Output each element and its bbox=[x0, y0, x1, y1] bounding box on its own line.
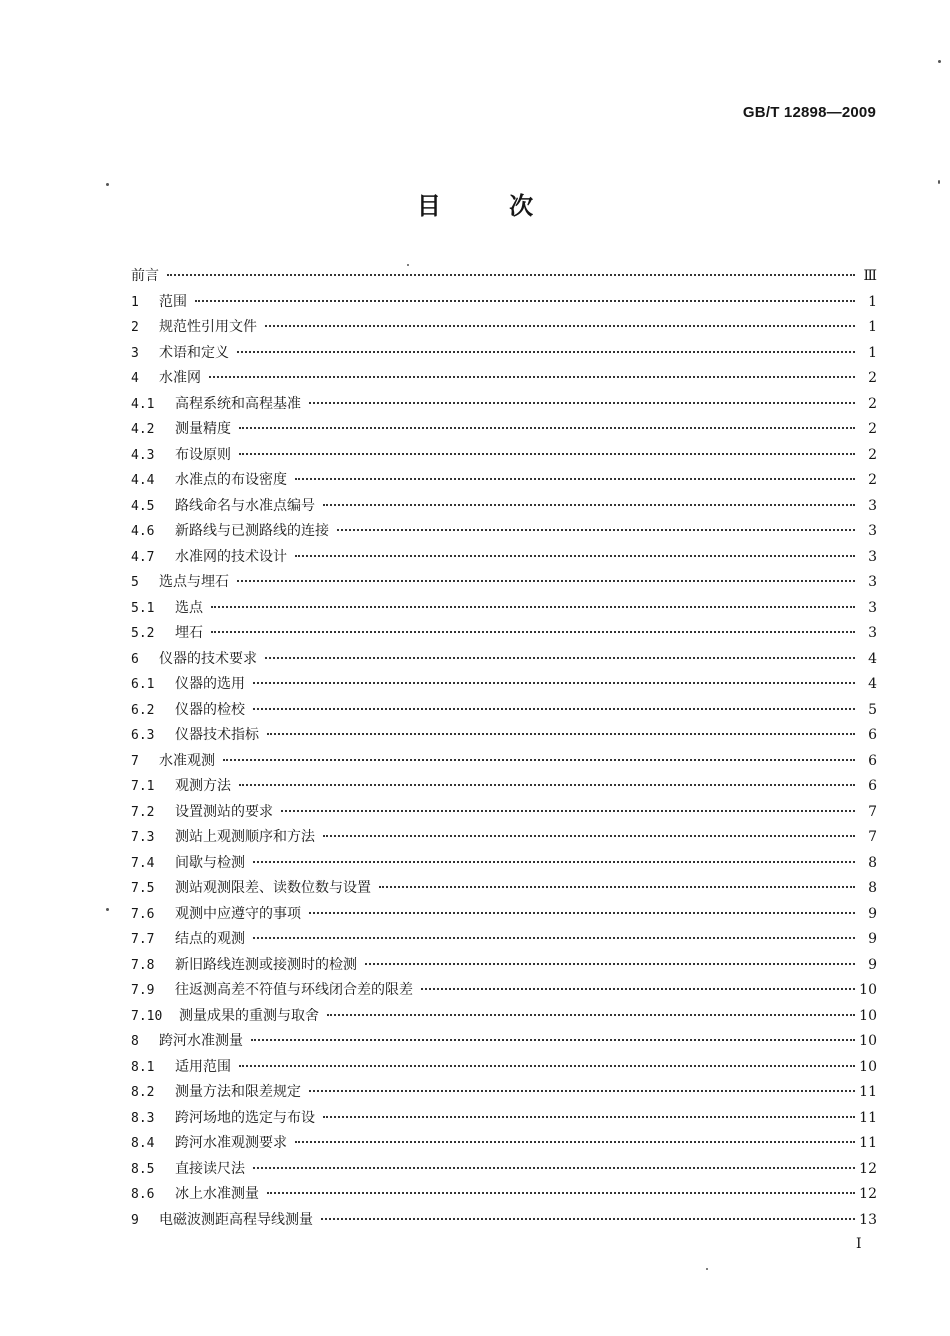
toc-entry bbox=[131, 494, 877, 520]
toc-entry-page: 2 bbox=[868, 421, 877, 437]
toc-entry-number: 7.2 bbox=[131, 804, 155, 820]
toc-entry bbox=[131, 417, 877, 443]
toc-entry-label: 仪器的技术要求 bbox=[159, 650, 257, 667]
dot-leader bbox=[379, 886, 855, 888]
toc-entry-number: 7.6 bbox=[131, 906, 155, 922]
toc-entry-label: 路线命名与水准点编号 bbox=[175, 497, 315, 514]
toc-entry-label: 高程系统和高程基准 bbox=[175, 395, 301, 412]
toc-entry-page: 10 bbox=[859, 982, 877, 998]
toc-entry bbox=[131, 621, 877, 647]
toc-entry bbox=[131, 570, 877, 596]
dot-leader bbox=[421, 988, 855, 990]
scan-speck bbox=[706, 1268, 708, 1270]
toc-entry-number: 8.1 bbox=[131, 1059, 155, 1075]
toc-entry-number: 6.3 bbox=[131, 728, 155, 743]
toc-entry bbox=[131, 1131, 877, 1157]
toc-entry-number: 4.4 bbox=[131, 473, 155, 488]
toc-entry-page: 13 bbox=[859, 1211, 877, 1228]
dot-leader bbox=[253, 708, 855, 710]
toc-entry-page: 2 bbox=[868, 472, 877, 488]
toc-entry-page: 9 bbox=[868, 931, 877, 947]
toc-entry-number: 7.5 bbox=[131, 881, 155, 896]
dot-leader bbox=[211, 606, 855, 608]
toc-entry-page: 11 bbox=[859, 1084, 877, 1100]
toc-entry bbox=[131, 290, 877, 316]
toc-entry-page: 3 bbox=[868, 523, 877, 539]
toc-entry-label: 术语和定义 bbox=[159, 344, 229, 361]
toc-entry bbox=[131, 647, 877, 673]
toc-entry bbox=[131, 315, 877, 341]
toc-entry-number: 4.7 bbox=[131, 549, 155, 565]
toc-entry bbox=[131, 927, 877, 953]
toc-entry-label: 设置测站的要求 bbox=[175, 803, 273, 820]
toc-entry-number: 4 bbox=[131, 371, 139, 386]
toc-entry-label: 埋石 bbox=[175, 625, 203, 641]
toc-entry-number: 4.2 bbox=[131, 422, 155, 437]
toc-entry bbox=[131, 876, 877, 902]
toc-entry-number: 9 bbox=[131, 1212, 139, 1228]
toc-entry-page: 2 bbox=[868, 446, 877, 463]
toc-entry-page: 8 bbox=[868, 854, 877, 871]
toc-entry-number: 5 bbox=[131, 575, 139, 590]
dot-leader bbox=[265, 657, 855, 659]
toc-entry-number: 4.1 bbox=[131, 396, 155, 412]
title-char-2: 次 bbox=[509, 192, 534, 220]
standard-code: GB/T 12898—2009 bbox=[742, 104, 876, 121]
scan-speck bbox=[106, 183, 109, 186]
toc-entry-label: 仪器技术指标 bbox=[175, 727, 259, 743]
toc-entry-page: 6 bbox=[868, 778, 877, 794]
toc-entry-label: 测站观测限差、读数位数与设置 bbox=[175, 880, 371, 896]
toc-entry-label: 水准网 bbox=[159, 370, 201, 386]
toc-entry-number: 4.3 bbox=[131, 447, 155, 463]
toc-entry-page: 2 bbox=[868, 395, 877, 412]
toc-entry-label: 水准网的技术设计 bbox=[175, 548, 287, 565]
toc-entry-number: 4.6 bbox=[131, 524, 155, 539]
toc-entry bbox=[131, 723, 877, 749]
toc-entry-page: 8 bbox=[868, 880, 877, 896]
dot-leader bbox=[239, 784, 855, 786]
toc-entry-number: 1 bbox=[131, 294, 139, 310]
toc-entry-number: 7.7 bbox=[131, 932, 155, 947]
toc-entry bbox=[131, 1157, 877, 1183]
toc-entry-label: 电磁波测距高程导线测量 bbox=[159, 1211, 313, 1228]
dot-leader bbox=[239, 453, 855, 455]
toc-entry-number: 8.2 bbox=[131, 1085, 155, 1100]
toc-entry-label: 跨河水准观测要求 bbox=[175, 1135, 287, 1151]
toc-entry-number: 7.9 bbox=[131, 983, 155, 998]
toc-entry bbox=[131, 1004, 877, 1030]
toc-entry-number: 5.2 bbox=[131, 626, 155, 641]
toc-entry bbox=[131, 1208, 877, 1234]
title-char-1: 目 bbox=[416, 192, 441, 220]
toc-entry-label: 水准点的布设密度 bbox=[175, 472, 287, 488]
toc-entry-label: 选点 bbox=[175, 599, 203, 616]
toc-entry-page: 6 bbox=[868, 752, 877, 769]
toc-entry-label: 往返测高差不符值与环线闭合差的限差 bbox=[175, 982, 413, 998]
toc-entry bbox=[131, 341, 877, 367]
toc-entry-page: 10 bbox=[859, 1058, 877, 1075]
toc-entry-number: 7.1 bbox=[131, 779, 155, 794]
toc-entry-label: 规范性引用文件 bbox=[159, 319, 257, 335]
toc-entry bbox=[131, 1182, 877, 1208]
toc-entry-page: 12 bbox=[859, 1160, 877, 1177]
toc-title bbox=[0, 186, 950, 221]
toc-entry-page: 10 bbox=[859, 1007, 877, 1024]
toc-entry-label: 观测方法 bbox=[175, 778, 231, 794]
toc-entry-label: 仪器的检校 bbox=[175, 701, 245, 718]
scan-speck bbox=[938, 180, 940, 184]
toc-entry bbox=[131, 264, 877, 290]
toc-entry-page: 3 bbox=[868, 548, 877, 565]
toc-entry-label: 观测中应遵守的事项 bbox=[175, 905, 301, 922]
toc-entry-number: 8.5 bbox=[131, 1161, 155, 1177]
toc-entry-page: 6 bbox=[868, 727, 877, 743]
toc-entry-label: 间歇与检测 bbox=[175, 854, 245, 871]
toc-entry-label: 水准观测 bbox=[159, 752, 215, 769]
dot-leader bbox=[281, 810, 855, 812]
dot-leader bbox=[195, 300, 855, 302]
toc-entry-number: 8.6 bbox=[131, 1187, 155, 1202]
toc-entry bbox=[131, 953, 877, 979]
toc-entry-page: 7 bbox=[868, 803, 877, 820]
dot-leader bbox=[267, 1192, 855, 1194]
toc-entry bbox=[131, 851, 877, 877]
toc-entry-page: Ⅲ bbox=[863, 268, 877, 284]
toc-entry-label: 跨河场地的选定与布设 bbox=[175, 1109, 315, 1126]
dot-leader bbox=[239, 427, 855, 429]
toc-entry-number: 7.3 bbox=[131, 830, 155, 845]
toc-entry-label: 测量成果的重测与取舍 bbox=[179, 1007, 319, 1024]
dot-leader bbox=[251, 1039, 855, 1041]
toc-entry-page: 10 bbox=[859, 1033, 877, 1049]
toc-entry-page: 3 bbox=[868, 574, 877, 590]
toc-entry-label: 直接读尺法 bbox=[175, 1160, 245, 1177]
toc-entry bbox=[131, 978, 877, 1004]
toc-entry bbox=[131, 774, 877, 800]
toc-entry bbox=[131, 545, 877, 571]
toc-entry-page: 3 bbox=[868, 497, 877, 514]
toc-entry-label: 冰上水准测量 bbox=[175, 1186, 259, 1202]
dot-leader bbox=[323, 835, 855, 837]
toc-entry-label: 仪器的选用 bbox=[175, 676, 245, 692]
scan-speck bbox=[938, 60, 941, 63]
dot-leader bbox=[295, 478, 855, 480]
toc-entry-page: 11 bbox=[859, 1135, 877, 1151]
toc-entry-number: 5.1 bbox=[131, 600, 155, 616]
toc-entry bbox=[131, 392, 877, 418]
dot-leader bbox=[309, 912, 855, 914]
toc-entry-number: 7.10 bbox=[131, 1008, 163, 1024]
toc-entry-label: 测站上观测顺序和方法 bbox=[175, 829, 315, 845]
toc-entry-page: 7 bbox=[868, 829, 877, 845]
toc-entry-page: 5 bbox=[868, 701, 877, 718]
toc-entry-label: 新路线与已测路线的连接 bbox=[175, 523, 329, 539]
toc-entry-number: 7 bbox=[131, 753, 139, 769]
dot-leader bbox=[253, 861, 855, 863]
toc-entry bbox=[131, 800, 877, 826]
dot-leader bbox=[267, 733, 855, 735]
toc-entry-number: 6 bbox=[131, 651, 139, 667]
toc-entry-page: 1 bbox=[868, 293, 877, 310]
toc-entry-page: 1 bbox=[868, 344, 877, 361]
toc-entry bbox=[131, 1106, 877, 1132]
toc-entry-number: 8.3 bbox=[131, 1110, 155, 1126]
toc-entry-page: 1 bbox=[868, 319, 877, 335]
dot-leader bbox=[223, 759, 855, 761]
toc-entry bbox=[131, 672, 877, 698]
dot-leader bbox=[337, 529, 855, 531]
toc-entry bbox=[131, 1080, 877, 1106]
toc-entry bbox=[131, 519, 877, 545]
dot-leader bbox=[253, 1167, 855, 1169]
toc-entry-number: 7.4 bbox=[131, 855, 155, 871]
toc-entry-number: 2 bbox=[131, 320, 139, 335]
toc-entry bbox=[131, 1055, 877, 1081]
toc-entry bbox=[131, 902, 877, 928]
toc-entry-label: 测量精度 bbox=[175, 421, 231, 437]
toc-entry bbox=[131, 749, 877, 775]
toc-entry-label: 适用范围 bbox=[175, 1058, 231, 1075]
dot-leader bbox=[211, 631, 855, 633]
dot-leader bbox=[295, 555, 855, 557]
dot-leader bbox=[321, 1218, 855, 1220]
scan-speck bbox=[106, 908, 109, 911]
toc-entry-label: 前言 bbox=[131, 268, 159, 284]
toc-entry-number: 7.8 bbox=[131, 957, 155, 973]
toc-entry-page: 2 bbox=[868, 370, 877, 386]
table-of-contents bbox=[131, 264, 877, 1233]
toc-entry-label: 布设原则 bbox=[175, 446, 231, 463]
toc-entry-number: 8 bbox=[131, 1034, 139, 1049]
dot-leader bbox=[209, 376, 855, 378]
toc-entry-number: 4.5 bbox=[131, 498, 155, 514]
toc-entry bbox=[131, 366, 877, 392]
dot-leader bbox=[309, 1090, 855, 1092]
dot-leader bbox=[265, 325, 855, 327]
dot-leader bbox=[295, 1141, 855, 1143]
toc-entry-page: 3 bbox=[868, 599, 877, 616]
toc-entry bbox=[131, 698, 877, 724]
dot-leader bbox=[167, 274, 855, 276]
toc-entry-page: 9 bbox=[868, 905, 877, 922]
toc-entry-label: 范围 bbox=[159, 293, 187, 310]
toc-entry bbox=[131, 825, 877, 851]
toc-entry-label: 跨河水准测量 bbox=[159, 1033, 243, 1049]
toc-entry bbox=[131, 596, 877, 622]
toc-entry-page: 4 bbox=[868, 676, 877, 692]
toc-entry-number: 6.2 bbox=[131, 702, 155, 718]
toc-entry-number: 3 bbox=[131, 345, 139, 361]
toc-entry-page: 3 bbox=[868, 625, 877, 641]
toc-entry bbox=[131, 1029, 877, 1055]
dot-leader bbox=[239, 1065, 855, 1067]
toc-entry-number: 6.1 bbox=[131, 677, 155, 692]
toc-entry-page: 12 bbox=[859, 1186, 877, 1202]
dot-leader bbox=[327, 1014, 855, 1016]
toc-entry-label: 新旧路线连测或接测时的检测 bbox=[175, 956, 357, 973]
toc-entry-page: 4 bbox=[868, 650, 877, 667]
dot-leader bbox=[253, 682, 855, 684]
toc-entry bbox=[131, 468, 877, 494]
dot-leader bbox=[253, 937, 855, 939]
toc-entry-page: 11 bbox=[859, 1109, 877, 1126]
toc-entry-label: 测量方法和限差规定 bbox=[175, 1084, 301, 1100]
dot-leader bbox=[323, 1116, 855, 1118]
dot-leader bbox=[309, 402, 855, 404]
page-number: I bbox=[856, 1236, 862, 1252]
scan-speck bbox=[407, 264, 409, 266]
toc-entry-page: 9 bbox=[868, 956, 877, 973]
toc-entry bbox=[131, 443, 877, 469]
dot-leader bbox=[323, 504, 855, 506]
toc-entry-label: 选点与埋石 bbox=[159, 574, 229, 590]
toc-entry-number: 8.4 bbox=[131, 1136, 155, 1151]
dot-leader bbox=[237, 351, 855, 353]
dot-leader bbox=[365, 963, 855, 965]
toc-entry-label: 结点的观测 bbox=[175, 931, 245, 947]
dot-leader bbox=[237, 580, 855, 582]
